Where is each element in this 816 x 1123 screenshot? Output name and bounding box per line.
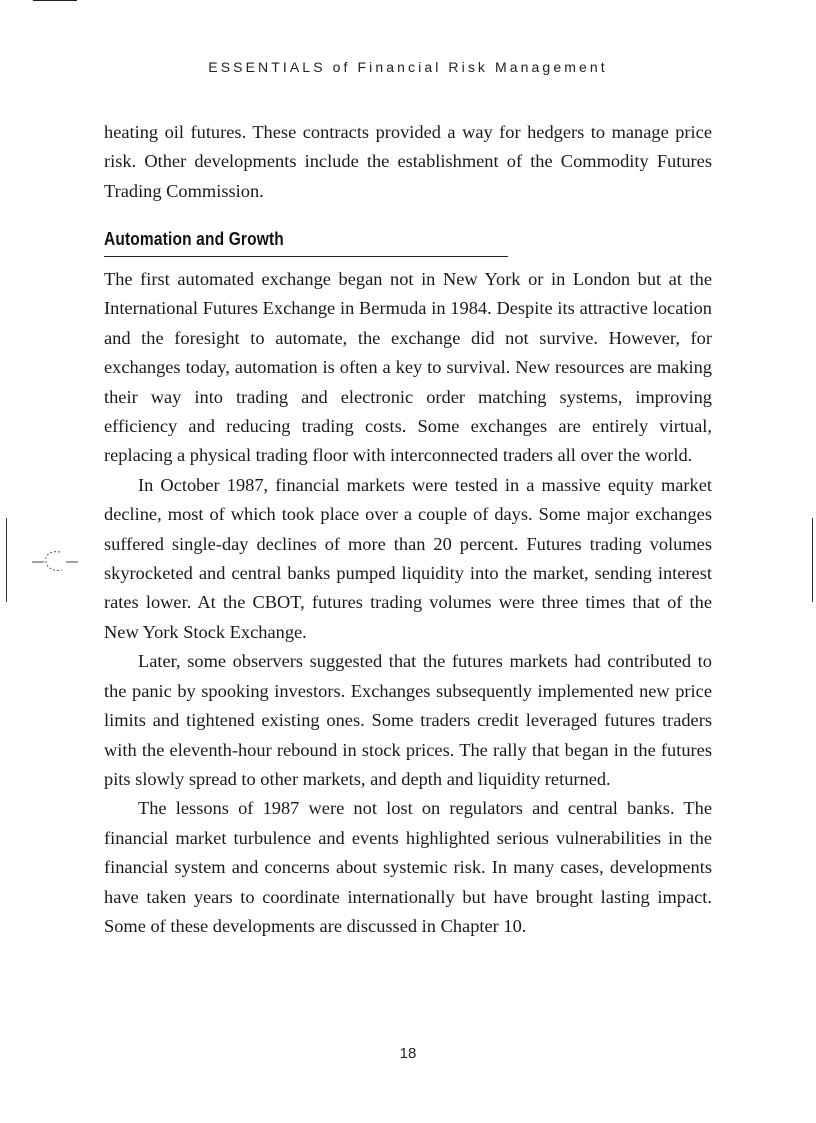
body-paragraph-1: The first automated exchange began not in New York or in London but at the International Futures Exchange in Bermuda in 1984. Despite its attractive location and the foresight to automate, the exchange did not survive. However, for exchanges today, automation is often a key to survival. New resources are making their way into trading and electronic order matching systems, improving efficiency and reducing trading costs. Some exchanges are entirely virtual, replacing a physical trading floor with interconnected traders all over the world. [104, 269, 712, 466]
body-paragraph-3: Later, some observers suggested that the futures markets had contributed to the panic by spooking investors. Exchanges subsequently implemented new price limits and tightened existing ones. Some traders credit leveraged futures traders with the eleventh-hour rebound in stock prices. The rally that began in the futures pits slowly spread to other markets, and depth and liquidity returned. [104, 651, 712, 789]
intro-paragraph-block [104, 118, 712, 206]
intro-paragraph: heating oil futures. These contracts provided a way for hedgers to manage price risk. Other developments include the establishment of the Commodity Futures Trading Commission. [104, 122, 712, 201]
body-paragraph-2: In October 1987, financial markets were tested in a massive equity market decline, most of which took place over a couple of days. Some major exchanges suffered single-day declines of more than 20 percent. Futures trading volumes skyrocketed and central banks pumped liquidity into the market, sending interest rates lower. At the CBOT, futures trading volumes were three times that of the New York Stock Exchange. [104, 474, 712, 642]
page-number: 18 [399, 1045, 417, 1062]
section-heading [104, 229, 508, 257]
body-paragraph-4: The lessons of 1987 were not lost on regulators and central banks. The financial market turbulence and events highlighted serious vulnerabilities in the financial system and concerns about systemic risk. In many cases, developments have taken years to coordinate internationally but have brought lasting impact. Some of these developments are discussed in Chapter 10. [104, 798, 712, 936]
right-edge-mark [812, 518, 813, 602]
left-edge-mark [6, 518, 7, 602]
registration-mark-icon [30, 546, 80, 576]
running-header: ESSENTIALS of Financial Risk Management [208, 59, 608, 75]
section-body [104, 265, 712, 941]
section-heading-text: Automation and Growth [104, 229, 284, 249]
top-rule [33, 0, 77, 1]
